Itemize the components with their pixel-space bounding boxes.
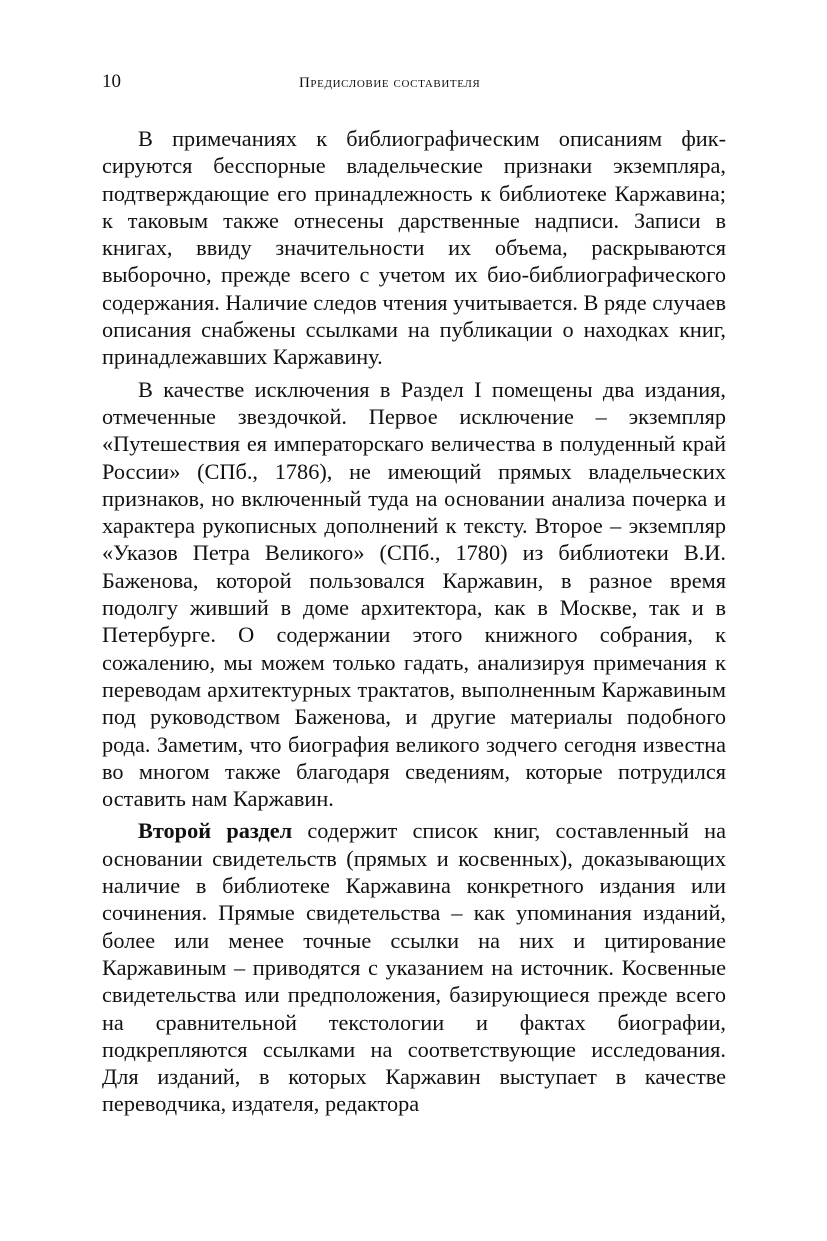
paragraph-2: В качестве исключения в Раздел I помещены два издания, отмеченные звездочкой. Первое исключение – экземпляр «Путешествия ея императорскаго величества в полуденный край России» (СПб., 1786), не имеющий прямых владельческих признаков, но включенный туда на основании анализа почерка и характера рукописных дополнений к тексту. Второе – экземпляр «Указов Петра Великого» (СПб., 1780) из библиотеки В.И. Баженова, которой пользовался Каржавин, в разное время подолгу живший в доме архитектора, как в Москве, так и в Петербурге. О содержании этого книжного собрания, к сожалению, мы можем только гадать, анализируя примечания к переводам архитектурных трактатов, выполненным Каржавиным под руководством Баженова, и другие материалы подобного рода. Заметим, что биография великого зодчего сегодня известна во многом также благодаря сведениям, которые потрудился оставить нам Каржавин. — [102, 376, 726, 812]
body-text — [102, 125, 726, 1123]
running-title: Предисловие составителя — [299, 75, 481, 91]
section-lead-term: Второй раздел — [138, 818, 293, 844]
paragraph-3-text: содержит список книг, составленный на основании свидетельств (прямых и косвенных), доказывающих наличие в библиотеке Каржавина конкретного издания или сочинения. Прямые свидетельства – как упоминания изданий, более или менее точные ссылки на них и цитирование Каржавиным – приводятся с указанием на источник. Косвенные свидетельства или предположения, базирующиеся прежде всего на сравнительной текстологии и фактах биографии, подкрепляются ссылками на соответствующие исследования. Для изданий, в которых Каржавин выступает в качестве переводчика, издателя, редактора — [102, 818, 726, 1117]
paragraph-3 — [102, 817, 726, 1117]
page-number: 10 — [102, 71, 121, 92]
paragraph-1: В примечаниях к библиографическим описаниям фиксируются бесспорные владельческие признаки экземпляра, подтверждающие его принадлежность к библиотеке Каржавина; к таковым также отнесены дарственные надписи. Записи в книгах, ввиду значительности их объема, раскрываются выборочно, прежде всего с учетом их био-библиографического содержания. Наличие следов чтения учитывается. В ряде случаев описания снабжены ссылками на публикации о находках книг, принадлежавших Каржавину. — [102, 126, 726, 370]
running-head — [102, 70, 727, 94]
